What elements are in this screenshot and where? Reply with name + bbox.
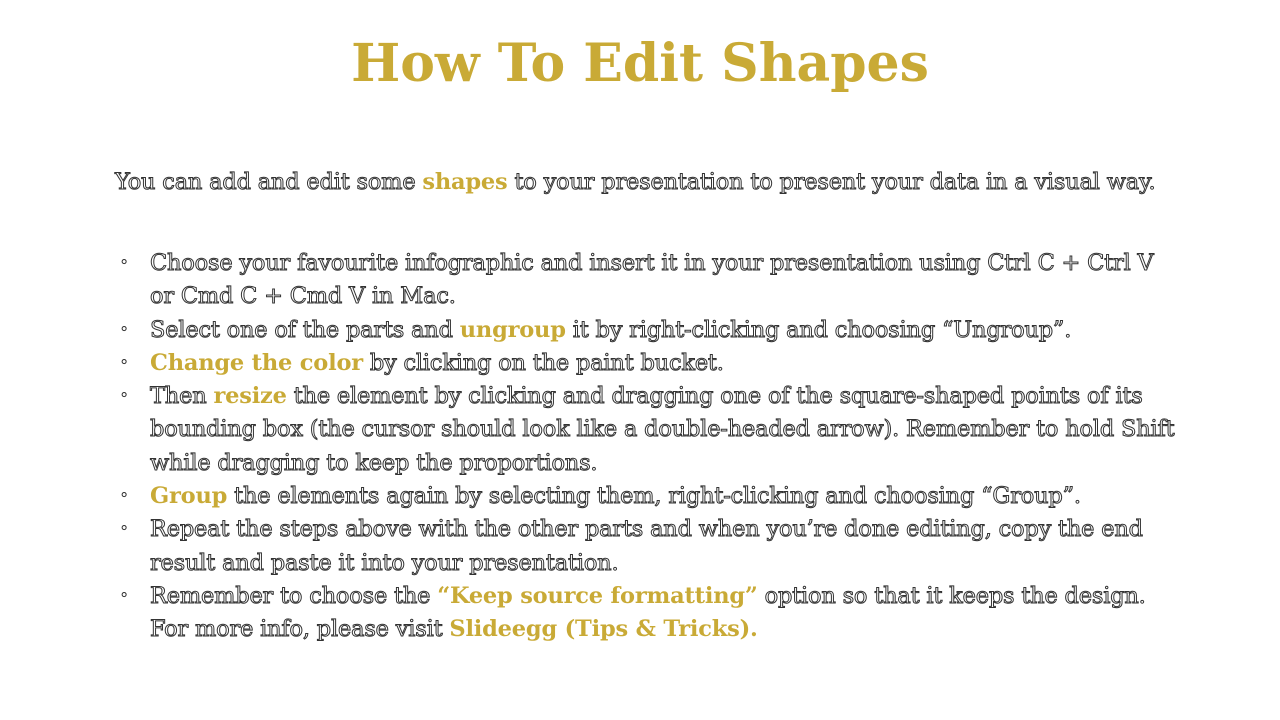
bullet-text: Then — [150, 383, 214, 410]
bullet-text: Choose your favourite infographic and insert it in your presentation using Ctrl C + Ctrl V or Cmd C + Cmd V in Mac. — [150, 250, 1154, 310]
list-item — [150, 380, 1175, 480]
bullet-text: the element by clicking and dragging one of the square-shaped points of its bounding box (the cursor should look like a double-headed arrow). Remember to hold Shift while dragging to keep the proportions. — [150, 383, 1175, 476]
bullet-highlight: Change the color — [150, 349, 363, 376]
list-item — [150, 347, 1175, 380]
bullet-highlight: “Keep source formatting” — [437, 582, 758, 609]
list-item — [150, 480, 1175, 513]
intro-text — [115, 164, 1195, 200]
bullet-text: Repeat the steps above with the other parts and when you’re done editing, copy the end result and paste it into your presentation. — [150, 516, 1143, 576]
bullet-end: . — [750, 616, 758, 643]
intro-after: to your presentation to present your data in a visual way. — [507, 169, 1156, 195]
bullet-highlight: Group — [150, 483, 228, 510]
bullet-text: it by right-clicking and choosing “Ungroup”. — [565, 316, 1072, 343]
instruction-list — [150, 247, 1175, 647]
bullet-text: by clicking on the paint bucket. — [362, 349, 724, 376]
slide-title: How To Edit Shapes — [351, 33, 929, 94]
bullet-highlight: ungroup — [459, 316, 566, 343]
bullet-text: Remember to choose the — [150, 582, 438, 609]
bullet-text: the elements again by selecting them, right-clicking and choosing “Group”. — [227, 483, 1081, 510]
tips-link[interactable]: Slideegg (Tips & Tricks) — [449, 616, 751, 643]
bullet-highlight: resize — [213, 383, 287, 410]
list-item — [150, 580, 1175, 647]
bullet-text: Select one of the parts and — [150, 316, 460, 343]
bullet-text: option so that it keeps the design. For more info, please visit — [150, 582, 1146, 643]
list-item — [150, 314, 1175, 347]
intro-before: You can add and edit some — [115, 169, 423, 195]
intro-highlight: shapes — [422, 169, 508, 195]
list-item — [150, 247, 1175, 314]
list-item — [150, 513, 1175, 580]
